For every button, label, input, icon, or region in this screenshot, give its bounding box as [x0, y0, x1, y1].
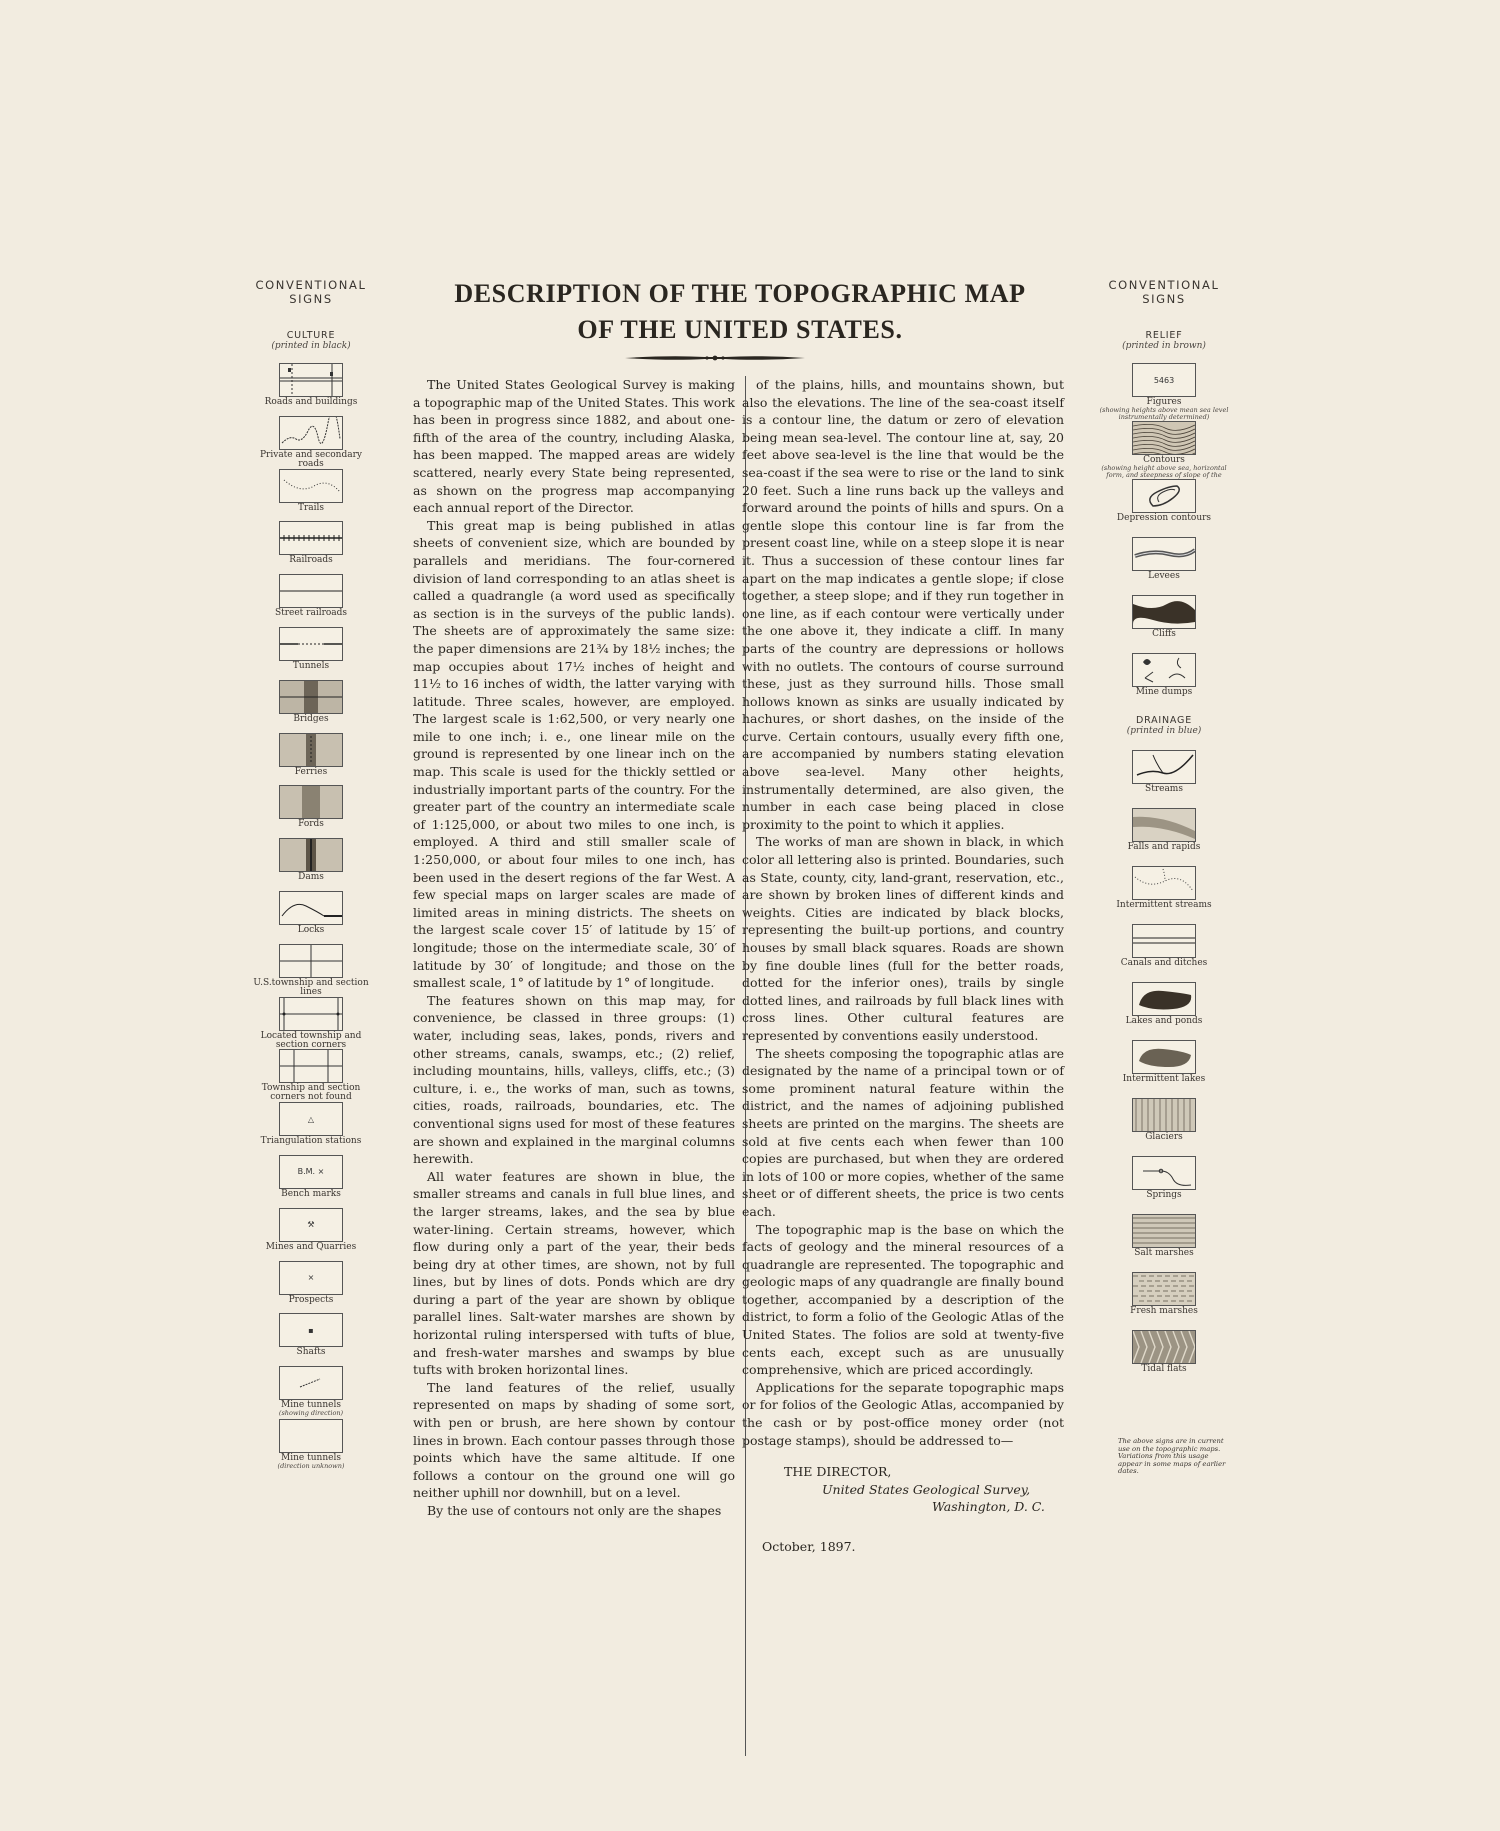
culture-symbol [279, 574, 343, 608]
culture-symbol [279, 1208, 343, 1242]
culture-symbol [279, 1049, 343, 1083]
culture-sign-list [246, 363, 376, 1472]
culture-symbol [279, 891, 343, 925]
culture-sign-label: Mine tunnels [281, 1400, 341, 1411]
relief-symbol [1132, 595, 1196, 629]
drainage-section-subtitle: (printed in blue) [1126, 726, 1202, 736]
culture-symbol [279, 785, 343, 819]
culture-sign-label: Township and section corners not found [261, 1083, 361, 1103]
relief-sign-label: Depression contours [1116, 513, 1212, 523]
culture-sign-label: Bench marks [281, 1188, 341, 1199]
culture-sign-label: Ferries [294, 766, 328, 777]
culture-sign-label: Roads and buildings [264, 397, 358, 407]
drainage-sign [1099, 1330, 1229, 1388]
culture-sign-label: Street railroads [274, 608, 348, 619]
culture-sign-label: Locks [297, 924, 325, 935]
relief-symbol-text: 5463 [1153, 375, 1175, 385]
culture-sign-label: Triangulation stations [260, 1136, 362, 1147]
body-column-2 [742, 376, 1064, 1556]
culture-sign [246, 1208, 376, 1261]
drainage-symbol [1132, 1098, 1196, 1132]
signature-line-1: THE DIRECTOR, [784, 1464, 892, 1480]
drainage-sign [1099, 924, 1229, 982]
relief-sign [1099, 595, 1229, 653]
relief-section-title: RELIEF [1145, 330, 1183, 341]
relief-sign-label: Cliffs [1152, 629, 1176, 639]
signature-line-2: United States Geological Survey, [822, 1481, 1031, 1497]
drainage-symbol [1132, 1040, 1196, 1074]
paragraph: Applications for the separate topographic maps or for folios of the Geologic Atlas, accompanied by the cash or by post-office money order (not postage stamps), should be addressed to— [742, 1379, 1064, 1448]
culture-symbol [279, 1261, 343, 1295]
paragraph: By the use of contours not only are the shapes [427, 1503, 722, 1518]
culture-sign [246, 1313, 376, 1366]
relief-symbol [1132, 421, 1196, 455]
drainage-sign-list [1099, 750, 1229, 1388]
culture-symbol [279, 680, 343, 714]
culture-sign-label: Railroads [289, 555, 333, 566]
drainage-sign [1099, 1098, 1229, 1156]
drainage-sign-label: Falls and rapids [1127, 842, 1201, 852]
culture-sign [246, 1102, 376, 1155]
drainage-symbol [1132, 866, 1196, 900]
culture-sign-label: U.S.township and section lines [253, 977, 369, 997]
body-column-1 [413, 376, 735, 1520]
paragraph: The works of man are shown in black, in which color all lettering also is printed. Boundaries, such as State, county, city, land-grant, reservation, etc., are shown by broken lines of different kinds and weights. Cities are indicated by black blocks, representing the built-up portions, and country houses by small black squares. Roads are shown by fine double lines (full for the better roads, dotted for the inferior ones), trails by single dotted lines, and railroads by full black lines with cross lines. Other cultural features are represented by conventions easily understood. [742, 834, 1064, 1043]
drainage-symbol [1132, 808, 1196, 842]
relief-sign-label: Levees [1148, 571, 1180, 581]
relief-sign-note: (showing height above sea, horizontal form, and steepness of slope of the [1101, 464, 1227, 479]
culture-sign-label: Shafts [296, 1347, 326, 1358]
relief-sign [1099, 421, 1229, 479]
paragraph: of the plains, hills, and mountains shown, but also the elevations. The line of the sea-coast itself is a contour line, the datum or zero of elevation being mean sea-level. The contour line at, say, 20 feet above sea-level is the line that would be the sea-coast if the sea were to rise or the land to sink 20 feet. Such a line runs back up the valleys and forward around the points of hills and spurs. On a gentle slope this contour line is far from the present coast line, while on a steep slope it is near it. Thus a succession of these contour lines far apart on the map indicates a gentle slope; if close together, a steep slope; and if they run together in one line, as if each contour were vertically under the one above it, they indicate a cliff. In many parts of the country are depressions or hollows with no outlets. The contours of course surround these, just as they surround hills. Those small hollows known as sinks are usually indicated by hachures, or short dashes, on the inside of the curve. Certain contours, usually every fifth one, are accompanied by numbers stating elevation above sea-level. Many other heights, instrumentally determined, are also given, the number in each case being placed in close proximity to the point to which it applies. [742, 377, 1064, 832]
culture-sign [246, 1049, 376, 1102]
culture-symbol-text: ▪ [308, 1325, 314, 1335]
culture-sign-note: (direction unknown) [277, 1461, 345, 1470]
culture-symbol [279, 944, 343, 978]
culture-symbol [279, 1366, 343, 1400]
culture-symbol [279, 997, 343, 1031]
culture-sign [246, 997, 376, 1050]
culture-symbol [279, 469, 343, 503]
relief-sign-label: Figures [1146, 397, 1182, 407]
drainage-sign [1099, 1214, 1229, 1272]
drainage-sign [1099, 1040, 1229, 1098]
left-legend-heading: CONVENTIONAL SIGNS [255, 278, 367, 306]
drainage-sign-label: Canals and ditches [1120, 958, 1208, 968]
drainage-sign-label: Intermittent streams [1116, 900, 1212, 910]
relief-sign-label: Mine dumps [1135, 687, 1193, 697]
culture-sign-label: Mine tunnels [281, 1452, 341, 1463]
culture-sign [246, 1261, 376, 1314]
paragraph: The topographic map is the base on which the facts of geology and the mineral resources of a quadrangle are represented. The topographic and geologic maps of any quadrangle are finally bound together, accompanied by a description of the district, to form a folio of the Geologic Atlas of the United States. The folios are sold at twenty-five cents each, except such as are unusually comprehensive, which are priced accordingly. [742, 1221, 1064, 1378]
culture-sign-label: Prospects [288, 1294, 334, 1305]
drainage-sign [1099, 1156, 1229, 1214]
culture-symbol [279, 1155, 343, 1189]
drainage-symbol [1132, 1272, 1196, 1306]
drainage-sign-label: Lakes and ponds [1125, 1016, 1203, 1026]
culture-symbol [279, 1313, 343, 1347]
drainage-sign-label: Tidal flats [1141, 1364, 1187, 1374]
culture-symbol [279, 416, 343, 450]
culture-sign-label: Dams [298, 872, 324, 883]
drainage-sign-label: Intermittent lakes [1122, 1074, 1206, 1084]
paragraph: All water features are shown in blue, the smaller streams and canals in full blue lines, and the larger streams, lakes, and the sea by blue water-lining. Certain streams, however, which flow during only a part of the year, their beds being dry at other times, are shown, not by full lines, but by lines of dots. Ponds which are dry during a part of the year are shown by oblique parallel lines. Salt-water marshes are shown by horizontal ruling interspersed with tufts of blue, and fresh-water marshes and swamps by blue tufts with broken horizontal lines. [413, 1168, 735, 1378]
drainage-sign [1099, 750, 1229, 808]
drainage-sign-label: Fresh marshes [1130, 1306, 1198, 1316]
paragraph: The United States Geological Survey is making a topographic map of the United States. This work has been in progress since 1882, and about one-fifth of the area of the country, including Alaska, has been mapped. The mapped areas are widely scattered, nearly every State being represented, as shown on the progress map accompanying each annual report of the Director. [413, 377, 735, 516]
culture-sign [246, 680, 376, 733]
culture-symbol [279, 521, 343, 555]
paragraph: This great map is being published in atlas sheets of convenient size, which are bounded by parallels and meridians. The four-cornered division of land corresponding to an atlas sheet is called a quadrangle (a word used as specifically as section is in the surveys of the public lands). The sheets are of approximately the same size: the paper dimensions are 21¾ by 18½ inches; the map occupies about 17½ inches of height and 11½ to 16 inches of width, the latter varying with latitude. Three scales, however, are employed. The largest scale is 1:62,500, or very nearly one mile to one inch; i. e., one linear mile on the ground is represented by one linear inch on the map. This scale is used for the thickly settled or industrially important parts of the country. For the greater part of the country an intermediate scale of 1:125,000, or about two miles to one inch, is employed. A third and still smaller scale of 1:250,000, or about four miles to one inch, has been used in the desert regions of the far West. A few special maps on larger scales are made of limited areas in mining districts. The sheets on the largest scale cover 15′ of latitude by 15′ of longitude; those on the intermediate scale, 30′ of latitude by 30′ of longitude; and those on the smallest scale, 1° of latitude by 1° of longitude. [413, 517, 735, 991]
relief-symbol [1132, 537, 1196, 571]
culture-symbol [279, 363, 343, 397]
paragraph: The sheets composing the topographic atlas are designated by the name of a principal town or of some prominent natural feature within the district, and the names of adjoining published sheets are printed on the margins. The sheets are sold at five cents each when fewer than 100 copies are purchased, but when they are ordered in lots of 100 or more copies, whether of the same sheet or of different sheets, the price is two cents each. [742, 1045, 1064, 1219]
drainage-sign [1099, 982, 1229, 1040]
drainage-symbol [1132, 982, 1196, 1016]
culture-sign [246, 1155, 376, 1208]
left-legend-column [246, 278, 376, 1472]
relief-symbol [1132, 479, 1196, 513]
culture-section-title: CULTURE [286, 330, 336, 341]
culture-sign [246, 363, 376, 416]
culture-symbol [279, 1102, 343, 1136]
culture-symbol [279, 1419, 343, 1453]
culture-sign [246, 785, 376, 838]
culture-sign-label: Tunnels [292, 660, 330, 671]
drainage-sign-label: Salt marshes [1134, 1248, 1194, 1258]
paragraph: The features shown on this map may, for convenience, be classed in three groups: (1) water, including seas, lakes, ponds, rivers and other streams, canals, swamps, etc.; (2) relief, including mountains, hills, valleys, cliffs, etc.; (3) culture, i. e., the works of man, such as towns, cities, roads, railroads, boundaries, etc. The conventional signs used for most of these features are shown and explained in the marginal columns herewith. [413, 992, 735, 1167]
culture-symbol [279, 838, 343, 872]
culture-sign-note: (showing direction) [278, 1409, 344, 1418]
drainage-symbol [1132, 1156, 1196, 1190]
relief-symbol [1132, 653, 1196, 687]
culture-sign-label: Private and secondary roads [260, 449, 362, 469]
culture-sign [246, 944, 376, 997]
culture-sign [246, 1419, 376, 1472]
drainage-sign-label: Streams [1145, 784, 1183, 794]
drainage-section-title: DRAINAGE [1135, 715, 1193, 726]
relief-sign [1099, 479, 1229, 537]
culture-symbol-text: △ [307, 1114, 315, 1124]
drainage-sign-label: Springs [1146, 1190, 1182, 1200]
drainage-symbol [1132, 1330, 1196, 1364]
paragraph: The land features of the relief, usually represented on maps by shading of some sort, with pen or brush, are here shown by contour lines in brown. Each contour passes through those points which have the same altitude. If one follows a contour on the ground one will go neither uphill nor downhill, but on a level. [413, 1379, 735, 1501]
culture-sign [246, 416, 376, 469]
relief-section-subtitle: (printed in brown) [1122, 341, 1206, 351]
signature-block [742, 1463, 1064, 1516]
relief-sign [1099, 363, 1229, 421]
culture-sign [246, 469, 376, 522]
culture-symbol [279, 733, 343, 767]
drainage-symbol [1132, 1214, 1196, 1248]
culture-section-subtitle: (printed in black) [271, 341, 351, 351]
relief-symbol [1132, 363, 1196, 397]
culture-sign [246, 891, 376, 944]
drainage-sign [1099, 1272, 1229, 1330]
culture-sign [246, 838, 376, 891]
drainage-sign-label: Glaciers [1145, 1132, 1183, 1142]
title-line-1: DESCRIPTION OF THE TOPOGRAPHIC MAP [454, 279, 1026, 308]
culture-symbol-text: B.M. × [297, 1167, 325, 1177]
relief-sign [1099, 653, 1229, 711]
culture-sign [246, 521, 376, 574]
culture-symbol [279, 627, 343, 661]
right-legend-column [1099, 278, 1229, 1388]
title-ornament [625, 353, 805, 363]
legend-footnote: The above signs are in current use on the topographic maps. Variations from this usage appear in some maps of earlier dates. [1118, 1437, 1226, 1476]
culture-symbol-text: ⚒ [307, 1220, 315, 1230]
relief-sign-label: Contours [1143, 455, 1185, 465]
culture-sign-label: Fords [298, 819, 324, 830]
drainage-symbol [1132, 750, 1196, 784]
relief-sign-list [1099, 363, 1229, 711]
culture-sign [246, 627, 376, 680]
culture-sign-label: Mines and Quarries [265, 1241, 357, 1252]
drainage-sign [1099, 866, 1229, 924]
culture-sign-label: Located township and section corners [260, 1030, 362, 1050]
drainage-sign [1099, 808, 1229, 866]
right-legend-heading: CONVENTIONAL SIGNS [1108, 278, 1220, 306]
culture-sign [246, 574, 376, 627]
culture-symbol-text: × [307, 1273, 315, 1283]
publication-date: October, 1897. [762, 1539, 856, 1554]
relief-sign-note: (showing heights above mean sea level instrumentally determined) [1099, 406, 1229, 421]
page-title [400, 276, 1080, 348]
drainage-symbol [1132, 924, 1196, 958]
relief-sign [1099, 537, 1229, 595]
signature-line-3: Washington, D. C. [932, 1499, 1045, 1515]
culture-sign [246, 1366, 376, 1419]
culture-sign [246, 733, 376, 786]
title-line-2: OF THE UNITED STATES. [577, 315, 903, 344]
culture-sign-label: Trails [297, 502, 325, 513]
culture-sign-label: Bridges [293, 713, 329, 724]
